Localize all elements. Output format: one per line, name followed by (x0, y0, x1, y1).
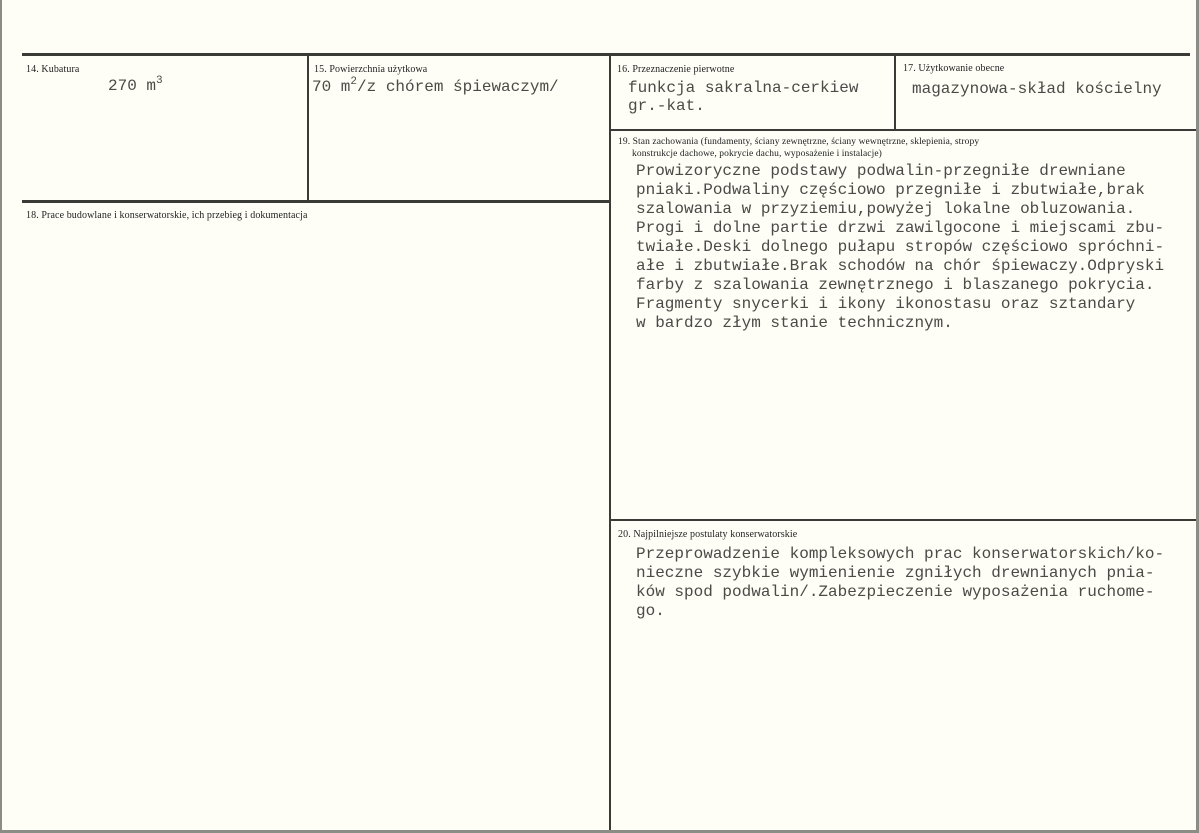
field-18-label: 18. Prace budowlane i konserwatorskie, ich przebieg i dokumentacja (26, 210, 308, 221)
field-16-line-1: funkcja sakralna-cerkiew (628, 79, 859, 97)
field-19-line-3: szalowania w przyziemiu,powyżej lokalne obluzowania. (636, 200, 1136, 218)
field-19-line-8: Fragmenty snycerki i ikony ikonostasu oraz sztandary (636, 295, 1136, 313)
field-19-line-1: Prowizoryczne podstawy podwalin-przegniłe drewniane (636, 162, 1126, 180)
right-rule-under-16-17 (611, 129, 1196, 131)
field-20-line-4: go. (636, 602, 665, 620)
field-14-value (108, 77, 163, 96)
field-16-label: 16. Przeznaczenie pierwotne (617, 64, 735, 75)
field-14-unit-exponent: 3 (156, 75, 163, 87)
divider-14-15 (307, 56, 309, 202)
field-19-line-6: ałe i zbutwiałe.Brak schodów na chór śpiewaczy.Odpryski (636, 257, 1165, 275)
field-15-value-area: 70 m (312, 78, 351, 96)
field-19-line-7: farby z szalowania zewnętrznego i blaszanego pokrycia. (636, 276, 1155, 294)
field-17-label: 17. Użytkowanie obecne (903, 63, 1005, 74)
field-19-label-line-2: konstrukcje dachowe, pokrycie dachu, wyposażenie i instalacje) (632, 149, 882, 159)
field-20-line-1: Przeprowadzenie kompleksowych prac konserwatorskich/ko- (636, 545, 1165, 563)
field-15-label: 15. Powierzchnia użytkowa (314, 64, 428, 75)
card-left-edge (0, 0, 2, 833)
top-rule (22, 53, 1190, 56)
divider-main (609, 56, 611, 830)
field-19-line-2: pniaki.Podwaliny częściowo przegniłe i zbutwiałe,brak (636, 181, 1145, 199)
divider-16-17 (894, 56, 896, 130)
field-20-line-2: nieczne szybkie wymienienie zgniłych drewnianych pnia- (636, 564, 1155, 582)
field-14-label: 14. Kubatura (26, 64, 80, 75)
field-15-unit-exponent: 2 (350, 76, 358, 88)
right-rule-under-19 (611, 519, 1196, 521)
field-19-line-4: Progi i dolne partie drzwi zawilgocone i miejscami zbu- (636, 219, 1165, 237)
field-19-line-5: twiałe.Deski dolnego pułapu stropów częściowo spróchni- (636, 238, 1165, 256)
field-17-value: magazynowa-skład kościelny (912, 80, 1162, 98)
left-middle-rule (22, 200, 610, 203)
field-20-label: 20. Najpilniejsze postulaty konserwatorskie (618, 529, 798, 540)
field-16-line-2: gr.-kat. (628, 97, 705, 115)
field-15-value-note: /z chórem śpiewaczym/ (357, 78, 559, 96)
field-20-line-3: ków spod podwalin/.Zabezpieczenie wyposażenia ruchome- (636, 583, 1155, 601)
field-14-value-text: 270 m (108, 77, 157, 95)
field-19-label-line-1: 19. Stan zachowania (fundamenty, ściany zewnętrzne, ściany wewnętrzne, sklepienia, stropy (618, 137, 980, 147)
field-15-value (312, 78, 559, 97)
field-19-line-9: w bardzo złym stanie technicznym. (636, 314, 953, 332)
